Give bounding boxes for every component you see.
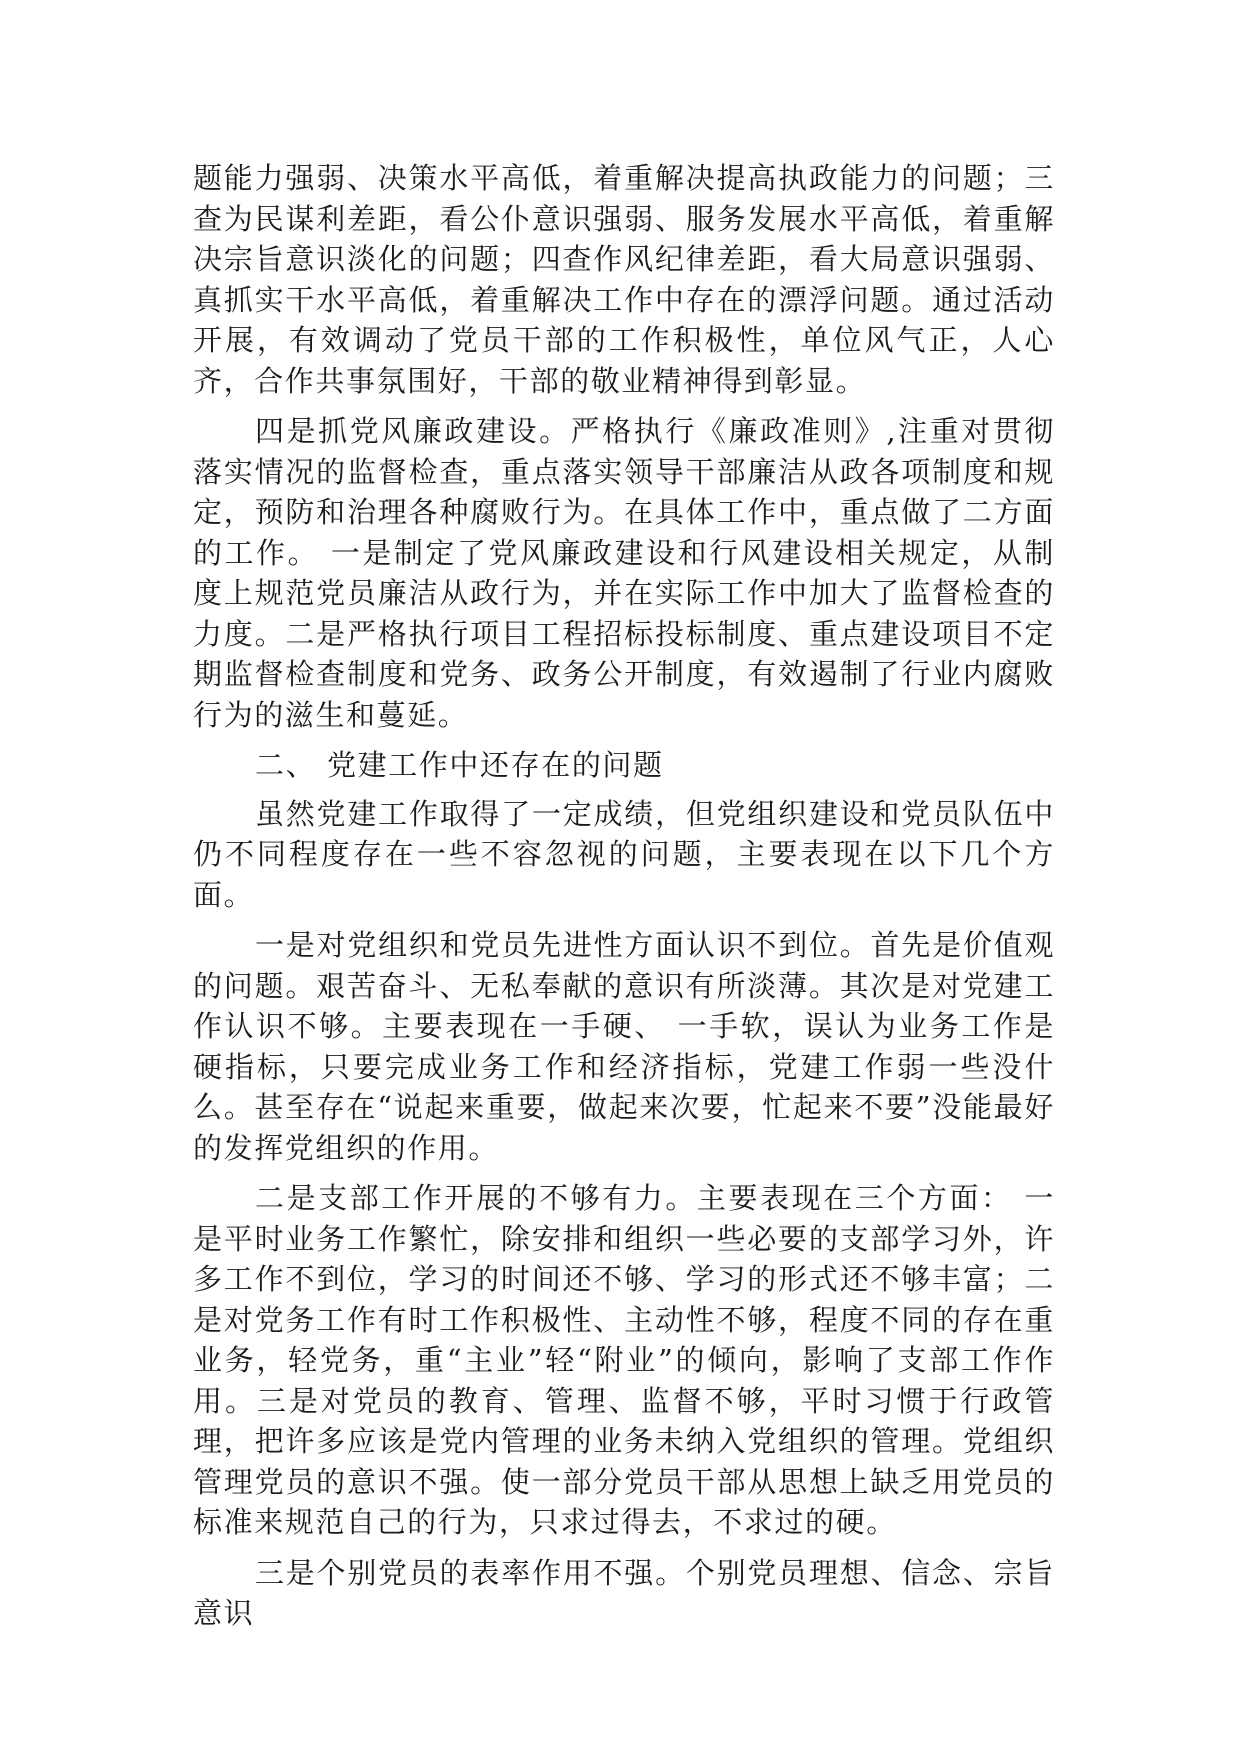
document-body: [193, 158, 1055, 1644]
paragraph-problem-two: 二是支部工作开展的不够有力。主要表现在三个方面： 一是平时业务工作繁忙，除安排和组织一些必要的支部学习外，许多工作不到位，学习的时间还不够、学习的形式还不够丰富；二是对党务工作有时工作积极性、主动性不够，程度不同的存在重业务，轻党务，重“主业”轻“附业”的倾向，影响了支部工作作用。三是对党员的教育、管理、监督不够，平时习惯于行政管理，把许多应该是党内管理的业务未纳入党组织的管理。党组织管理党员的意识不强。使一部分党员干部从思想上缺乏用党员的标准来规范自己的行为，只求过得去，不求过的硬。: [193, 1181, 1055, 1539]
paragraph-problem-one: 一是对党组织和党员先进性方面认识不到位。首先是价值观的问题。艰苦奋斗、无私奉献的意识有所淡薄。其次是对党建工作认识不够。主要表现在一手硬、 一手软，误认为业务工作是硬指标，只要完成业务工作和经济指标，党建工作弱一些没什么。甚至存在“说起来重要，做起来次要，忙起来不要”没能最好的发挥党组织的作用。: [193, 928, 1055, 1165]
paragraph-problem-three: 三是个别党员的表率作用不强。个别党员理想、信念、宗旨意识: [193, 1555, 1055, 1630]
paragraph-problems-intro: 虽然党建工作取得了一定成绩，但党组织建设和党员队伍中仍不同程度存在一些不容忽视的问题，主要表现在以下几个方面。: [193, 796, 1055, 912]
paragraph-continuation: 题能力强弱、决策水平高低，着重解决提高执政能力的问题；三查为民谋利差距，看公仆意识强弱、服务发展水平高低，着重解决宗旨意识淡化的问题；四查作风纪律差距，看大局意识强弱、真抓实干水平高低，着重解决工作中存在的漂浮问题。通过活动开展，有效调动了党员干部的工作积极性，单位风气正，人心齐，合作共事氛围好，干部的敬业精神得到彰显。: [193, 161, 1055, 398]
section-heading-problems: 二、 党建工作中还存在的问题: [255, 748, 664, 782]
paragraph-party-conduct: 四是抓党风廉政建设。严格执行《廉政准则》,注重对贯彻落实情况的监督检查，重点落实领导干部廉洁从政各项制度和规定，预防和治理各种腐败行为。在具体工作中，重点做了二方面的工作。 一是制定了党风廉政建设和行风建设相关规定，从制度上规范党员廉洁从政行为，并在实际工作中加大了监督检查的力度。二是严格执行项目工程招标投标制度、重点建设项目不定期监督检查制度和党务、政务公开制度，有效遏制了行业内腐败行为的滋生和蔓延。: [193, 414, 1055, 732]
